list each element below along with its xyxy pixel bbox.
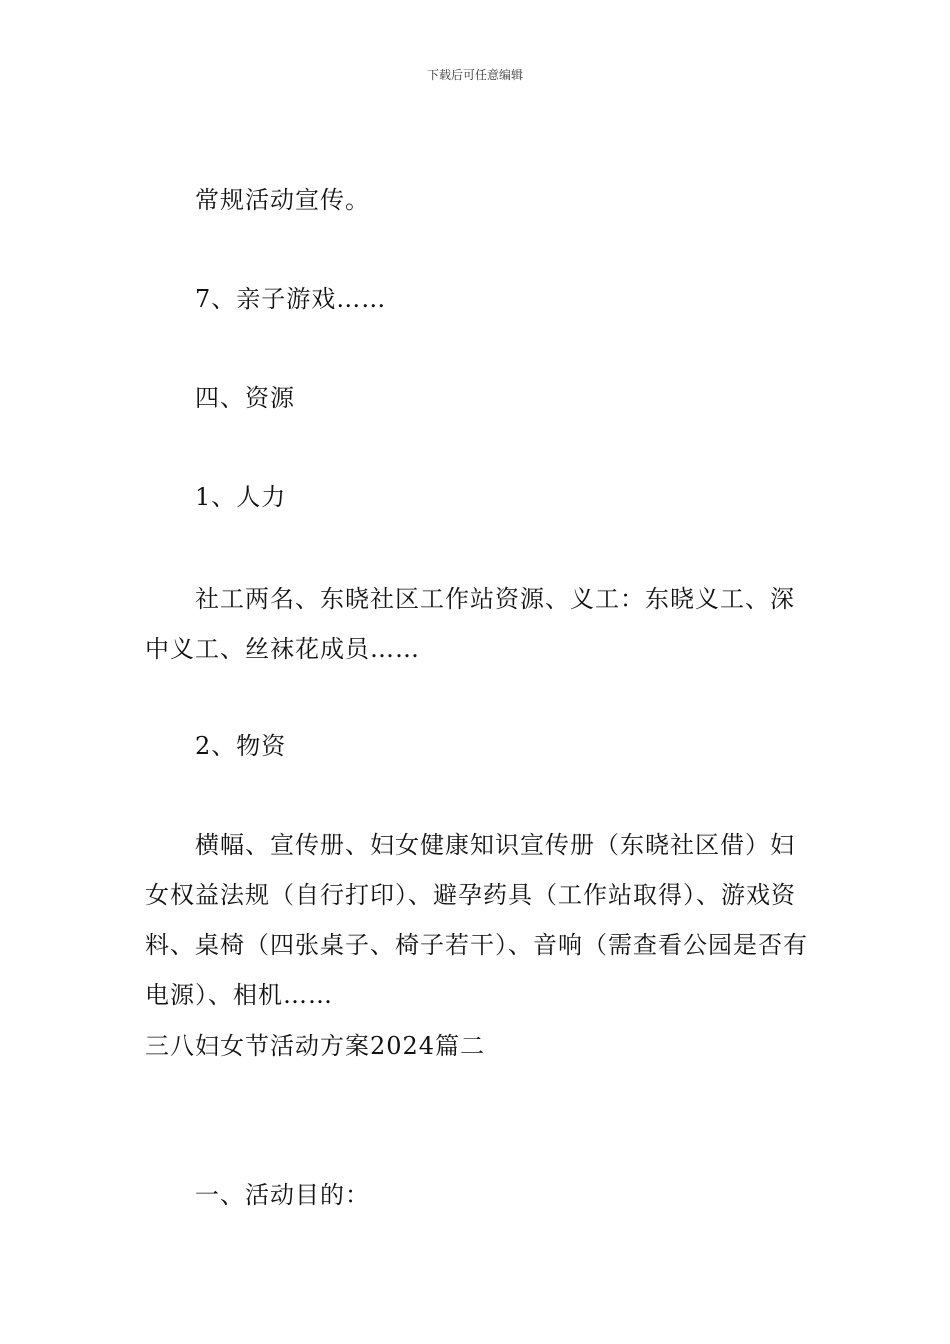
subheading-materials: 2、物资: [195, 732, 287, 760]
section-heading-purpose: 一、活动目的：: [195, 1181, 370, 1209]
paragraph-manpower: 社工两名、东晓社区工作站资源、义工：东晓义工、深中义工、丝袜花成员……: [145, 585, 795, 663]
subheading-manpower: 1、人力: [195, 483, 287, 511]
paragraph-1: 常规活动宣传。: [195, 186, 370, 214]
header-note: 下载后可任意编辑: [426, 68, 523, 82]
section-title-part-two: 三八妇女节活动方案2024篇二: [145, 1032, 486, 1060]
paragraph-2: 7、亲子游戏……: [195, 285, 387, 313]
paragraph-materials: 横幅、宣传册、妇女健康知识宣传册（东晓社区借）妇女权益法规（自行打印）、避孕药具（工作站取得）、游戏资料、桌椅（四张桌子、椅子若干）、音响（需查看公园是否有电源）、相机……: [145, 831, 808, 1009]
section-heading-resources: 四、资源: [195, 384, 295, 412]
